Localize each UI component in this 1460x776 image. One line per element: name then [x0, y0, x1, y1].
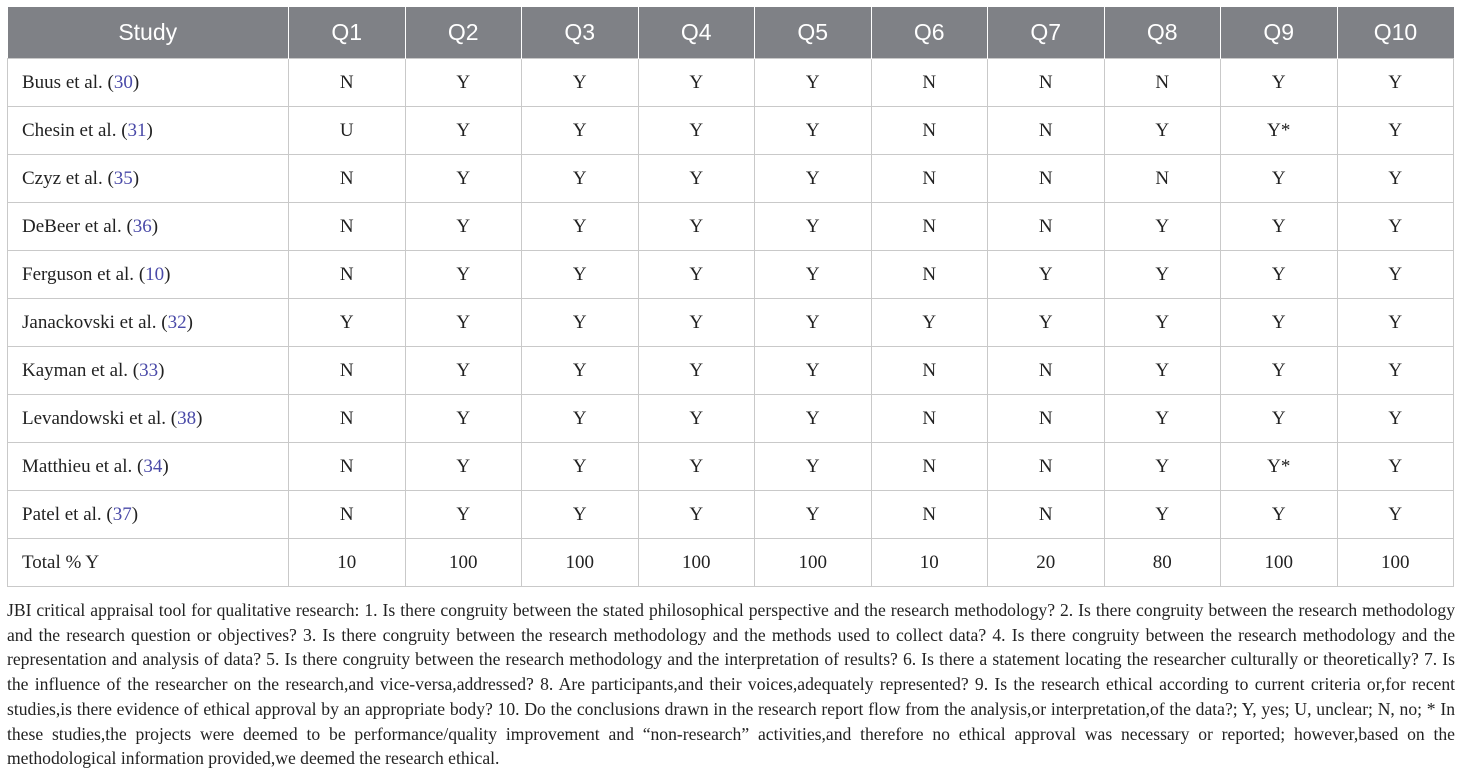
rating-cell-q9: Y [1221, 59, 1338, 107]
rating-cell-q4: Y [638, 59, 755, 107]
rating-cell-q6: N [871, 59, 988, 107]
rating-cell-q7: N [988, 395, 1105, 443]
rating-cell-q9: Y [1221, 299, 1338, 347]
rating-cell-q7: N [988, 155, 1105, 203]
header-cell-q8: Q8 [1104, 7, 1221, 59]
rating-cell-q8: Y [1104, 443, 1221, 491]
rating-cell-q4: Y [638, 203, 755, 251]
header-cell-study: Study [8, 7, 289, 59]
rating-cell-q3: Y [522, 155, 639, 203]
rating-cell-q5: Y [755, 491, 872, 539]
rating-cell-q10: Y [1337, 395, 1454, 443]
rating-cell-q4: Y [638, 443, 755, 491]
table-row [8, 299, 1454, 347]
rating-cell-q7: N [988, 107, 1105, 155]
rating-cell-q10: Y [1337, 347, 1454, 395]
total-cell-q2: 100 [405, 539, 522, 587]
total-cell-q7: 20 [988, 539, 1105, 587]
rating-cell-q4: Y [638, 395, 755, 443]
study-name: Kayman et al. [22, 359, 129, 381]
rating-cell-q6: N [871, 443, 988, 491]
rating-cell-q9: Y [1221, 491, 1338, 539]
table-row [8, 203, 1454, 251]
rating-cell-q9: Y* [1221, 107, 1338, 155]
rating-cell-q2: Y [405, 443, 522, 491]
study-cell: Levandowski et al. (38) [8, 395, 289, 443]
reference-link[interactable]: 30 [113, 71, 133, 93]
rating-cell-q1: N [289, 491, 406, 539]
rating-cell-q9: Y [1221, 251, 1338, 299]
study-name: Chesin et al. [22, 119, 117, 141]
rating-cell-q7: Y [988, 251, 1105, 299]
rating-cell-q3: Y [522, 395, 639, 443]
table-body [8, 59, 1454, 587]
header-cell-q4: Q4 [638, 7, 755, 59]
rating-cell-q6: N [871, 491, 988, 539]
rating-cell-q8: N [1104, 59, 1221, 107]
table-row [8, 59, 1454, 107]
rating-cell-q10: Y [1337, 299, 1454, 347]
reference-link[interactable]: 35 [113, 167, 133, 189]
reference-link[interactable]: 33 [139, 359, 159, 381]
rating-cell-q7: N [988, 491, 1105, 539]
header-cell-q6: Q6 [871, 7, 988, 59]
rating-cell-q1: Y [289, 299, 406, 347]
rating-cell-q4: Y [638, 347, 755, 395]
rating-cell-q2: Y [405, 59, 522, 107]
total-cell-q10: 100 [1337, 539, 1454, 587]
rating-cell-q3: Y [522, 347, 639, 395]
rating-cell-q4: Y [638, 107, 755, 155]
rating-cell-q8: Y [1104, 491, 1221, 539]
table-row [8, 107, 1454, 155]
header-cell-q2: Q2 [405, 7, 522, 59]
rating-cell-q6: N [871, 203, 988, 251]
rating-cell-q3: Y [522, 59, 639, 107]
rating-cell-q6: N [871, 347, 988, 395]
reference-link[interactable]: 37 [112, 503, 132, 525]
rating-cell-q2: Y [405, 299, 522, 347]
header-cell-q7: Q7 [988, 7, 1105, 59]
rating-cell-q10: Y [1337, 491, 1454, 539]
table-row [8, 251, 1454, 299]
rating-cell-q4: Y [638, 251, 755, 299]
rating-cell-q2: Y [405, 107, 522, 155]
rating-cell-q4: Y [638, 299, 755, 347]
header-cell-q3: Q3 [522, 7, 639, 59]
reference-link[interactable]: 31 [127, 119, 147, 141]
study-name: Matthieu et al. [22, 455, 133, 477]
rating-cell-q8: N [1104, 155, 1221, 203]
rating-cell-q5: Y [755, 155, 872, 203]
rating-cell-q2: Y [405, 395, 522, 443]
study-cell: Buus et al. (30) [8, 59, 289, 107]
appraisal-table [7, 7, 1454, 587]
study-cell: Janackovski et al. (32) [8, 299, 289, 347]
rating-cell-q4: Y [638, 155, 755, 203]
rating-cell-q9: Y [1221, 155, 1338, 203]
rating-cell-q3: Y [522, 491, 639, 539]
table-row [8, 443, 1454, 491]
rating-cell-q2: Y [405, 251, 522, 299]
rating-cell-q10: Y [1337, 107, 1454, 155]
total-cell-q3: 100 [522, 539, 639, 587]
header-row [8, 7, 1454, 59]
rating-cell-q4: Y [638, 491, 755, 539]
rating-cell-q6: N [871, 251, 988, 299]
table-row [8, 491, 1454, 539]
rating-cell-q9: Y* [1221, 443, 1338, 491]
rating-cell-q10: Y [1337, 443, 1454, 491]
header-cell-q5: Q5 [755, 7, 872, 59]
study-name: Levandowski et al. [22, 407, 167, 429]
study-cell: Chesin et al. (31) [8, 107, 289, 155]
rating-cell-q10: Y [1337, 59, 1454, 107]
study-cell: DeBeer et al. (36) [8, 203, 289, 251]
rating-cell-q1: N [289, 59, 406, 107]
rating-cell-q1: N [289, 347, 406, 395]
table-row [8, 155, 1454, 203]
rating-cell-q6: N [871, 107, 988, 155]
rating-cell-q1: N [289, 443, 406, 491]
rating-cell-q3: Y [522, 251, 639, 299]
total-cell-q4: 100 [638, 539, 755, 587]
rating-cell-q5: Y [755, 299, 872, 347]
rating-cell-q9: Y [1221, 203, 1338, 251]
study-name: Ferguson et al. [22, 263, 135, 285]
rating-cell-q8: Y [1104, 203, 1221, 251]
header-cell-q10: Q10 [1337, 7, 1454, 59]
total-cell-q5: 100 [755, 539, 872, 587]
reference-link[interactable]: 36 [132, 215, 152, 237]
rating-cell-q6: N [871, 395, 988, 443]
total-cell-q6: 10 [871, 539, 988, 587]
study-cell: Czyz et al. (35) [8, 155, 289, 203]
study-name: Janackovski et al. [22, 311, 157, 333]
rating-cell-q1: N [289, 251, 406, 299]
table-footnote: JBI critical appraisal tool for qualitative research: 1. Is there congruity between the stated philosophical perspective and the research methodology? 2. Is there congruity between the research methodology and the research question or objectives? 3. Is there congruity between the research methodology and the methods used to collect data? 4. Is there congruity between the research methodology and the representation and analysis of data? 5. Is there congruity between the research methodology and the interpretation of results? 6. Is there a statement locating the researcher culturally or theoretically? 7. Is the influence of the researcher on the research,and vice-versa,addressed? 8. Are participants,and their voices,adequately represented? 9. Is the research ethical according to current criteria or,for recent studies,is there evidence of ethical approval by an appropriate body? 10. Do the conclusions drawn in the research report flow from the analysis,or interpretation,of the data?; Y, yes; U, unclear; N, no; * In these studies,the projects were deemed to be performance/quality improvement and “non-research” activities,and therefore no ethical approval was necessary or reported; however,based on the methodological information provided,we deemed the research ethical. [7, 600, 1455, 769]
rating-cell-q1: U [289, 107, 406, 155]
rating-cell-q10: Y [1337, 203, 1454, 251]
study-cell: Kayman et al. (33) [8, 347, 289, 395]
rating-cell-q5: Y [755, 59, 872, 107]
study-name: Patel et al. [22, 503, 102, 525]
rating-cell-q8: Y [1104, 299, 1221, 347]
rating-cell-q3: Y [522, 107, 639, 155]
rating-cell-q10: Y [1337, 155, 1454, 203]
rating-cell-q7: N [988, 347, 1105, 395]
rating-cell-q6: N [871, 155, 988, 203]
study-cell: Ferguson et al. (10) [8, 251, 289, 299]
total-row [8, 539, 1454, 587]
rating-cell-q3: Y [522, 299, 639, 347]
reference-link[interactable]: 38 [177, 407, 197, 429]
rating-cell-q5: Y [755, 443, 872, 491]
rating-cell-q1: N [289, 395, 406, 443]
total-cell-q1: 10 [289, 539, 406, 587]
reference-link[interactable]: 32 [167, 311, 187, 333]
rating-cell-q3: Y [522, 203, 639, 251]
rating-cell-q8: Y [1104, 347, 1221, 395]
rating-cell-q7: N [988, 203, 1105, 251]
rating-cell-q7: N [988, 443, 1105, 491]
rating-cell-q1: N [289, 155, 406, 203]
reference-link[interactable]: 34 [143, 455, 163, 477]
rating-cell-q8: Y [1104, 107, 1221, 155]
rating-cell-q1: N [289, 203, 406, 251]
reference-link[interactable]: 10 [145, 263, 165, 285]
study-name: DeBeer et al. [22, 215, 122, 237]
table-row [8, 347, 1454, 395]
total-cell-q8: 80 [1104, 539, 1221, 587]
rating-cell-q5: Y [755, 251, 872, 299]
total-cell-q9: 100 [1221, 539, 1338, 587]
rating-cell-q3: Y [522, 443, 639, 491]
study-cell: Patel et al. (37) [8, 491, 289, 539]
appraisal-table-container [7, 7, 1453, 587]
rating-cell-q2: Y [405, 203, 522, 251]
study-name: Buus et al. [22, 71, 103, 93]
study-cell: Matthieu et al. (34) [8, 443, 289, 491]
rating-cell-q5: Y [755, 347, 872, 395]
rating-cell-q2: Y [405, 155, 522, 203]
rating-cell-q8: Y [1104, 251, 1221, 299]
rating-cell-q8: Y [1104, 395, 1221, 443]
rating-cell-q9: Y [1221, 347, 1338, 395]
rating-cell-q5: Y [755, 395, 872, 443]
rating-cell-q5: Y [755, 203, 872, 251]
table-row [8, 395, 1454, 443]
rating-cell-q7: N [988, 59, 1105, 107]
total-label: Total % Y [8, 539, 289, 587]
rating-cell-q2: Y [405, 347, 522, 395]
rating-cell-q5: Y [755, 107, 872, 155]
rating-cell-q6: Y [871, 299, 988, 347]
header-cell-q9: Q9 [1221, 7, 1338, 59]
rating-cell-q7: Y [988, 299, 1105, 347]
study-name: Czyz et al. [22, 167, 103, 189]
rating-cell-q9: Y [1221, 395, 1338, 443]
rating-cell-q10: Y [1337, 251, 1454, 299]
rating-cell-q2: Y [405, 491, 522, 539]
header-cell-q1: Q1 [289, 7, 406, 59]
